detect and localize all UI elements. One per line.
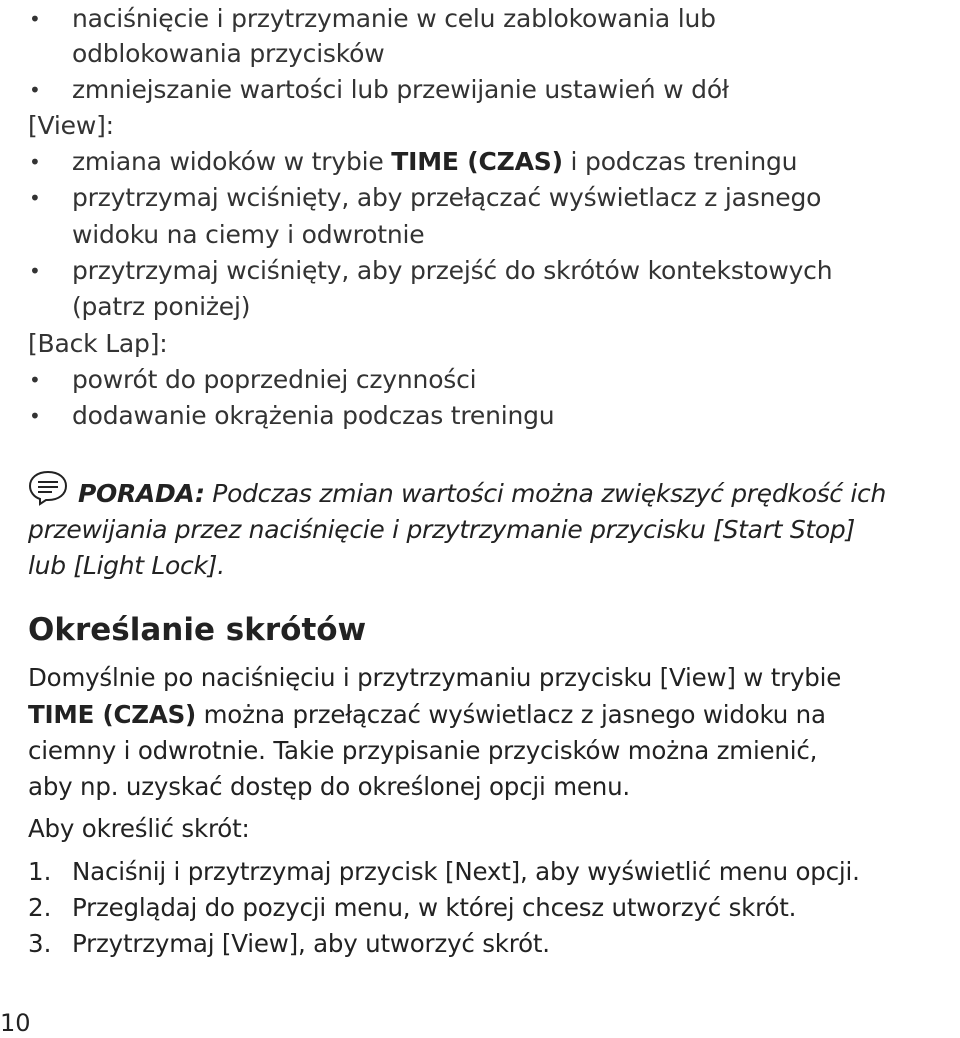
bullet-marker: • [29, 368, 41, 392]
tip-speech-bubble-icon [28, 470, 68, 506]
tip-label: PORADA: [78, 479, 205, 508]
paragraph-line: ciemny i odwrotnie. Takie przypisanie przycisków można zmienić, [28, 736, 818, 765]
paragraph-line: Domyślnie po naciśnięciu i przytrzymaniu przycisku [View] w trybie [28, 663, 842, 692]
mode-name: TIME (CZAS) [28, 700, 197, 729]
paragraph-line: aby np. uzyskać dostęp do określonej opcji menu. [28, 772, 630, 801]
step-text: Naciśnij i przytrzymaj przycisk [Next], aby wyświetlić menu opcji. [72, 857, 860, 886]
step-text: Przeglądaj do pozycji menu, w której chcesz utworzyć skrót. [72, 893, 797, 922]
tip-text [78, 477, 886, 511]
bullet-text-pre: zmiana widoków w trybie [72, 147, 392, 176]
step-number: 3. [28, 929, 52, 958]
bullet-marker: • [29, 150, 41, 174]
paragraph-text: można przełączać wyświetlacz z jasnego widoku na [196, 700, 826, 729]
step-number: 2. [28, 893, 52, 922]
step-text: Przytrzymaj [View], aby utworzyć skrót. [72, 929, 550, 958]
bullet-text: naciśnięcie i przytrzymanie w celu zablokowania lub [72, 4, 716, 33]
bullet-text: przytrzymaj wciśnięty, aby przejść do skrótów kontekstowych [72, 256, 833, 285]
tip-text-line3: lub [Light Lock]. [28, 551, 225, 580]
bullet-marker: • [29, 7, 41, 31]
bullet-text-continued: (patrz poniżej) [72, 292, 251, 321]
bullet-text: zmniejszanie wartości lub przewijanie ustawień w dół [72, 75, 729, 104]
bullet-text-continued: odblokowania przycisków [72, 39, 385, 68]
paragraph-line [28, 698, 826, 732]
bullet-text: przytrzymaj wciśnięty, aby przełączać wyświetlacz z jasnego [72, 183, 822, 212]
bullet-text-continued: widoku na ciemy i odwrotnie [72, 220, 425, 249]
tip-text-line2: przewijania przez naciśnięcie i przytrzymanie przycisku [Start Stop] [28, 515, 855, 544]
tip-text-line1: Podczas zmian wartości można zwiększyć prędkość ich [204, 479, 887, 508]
steps-intro: Aby określić skrót: [28, 814, 250, 843]
page-number: 10 [0, 1009, 31, 1037]
view-label: [View]: [28, 111, 114, 140]
bullet-marker: • [29, 78, 41, 102]
bullet-text [72, 145, 797, 179]
bullet-marker: • [29, 259, 41, 283]
step-number: 1. [28, 857, 52, 886]
mode-name: TIME (CZAS) [391, 147, 563, 176]
bullet-marker: • [29, 186, 41, 210]
bullet-marker: • [29, 404, 41, 428]
bullet-text-post: i podczas treningu [562, 147, 798, 176]
bullet-text: dodawanie okrążenia podczas treningu [72, 401, 555, 430]
back-lap-label: [Back Lap]: [28, 329, 168, 358]
bullet-text: powrót do poprzedniej czynności [72, 365, 477, 394]
section-heading: Określanie skrótów [28, 612, 367, 648]
